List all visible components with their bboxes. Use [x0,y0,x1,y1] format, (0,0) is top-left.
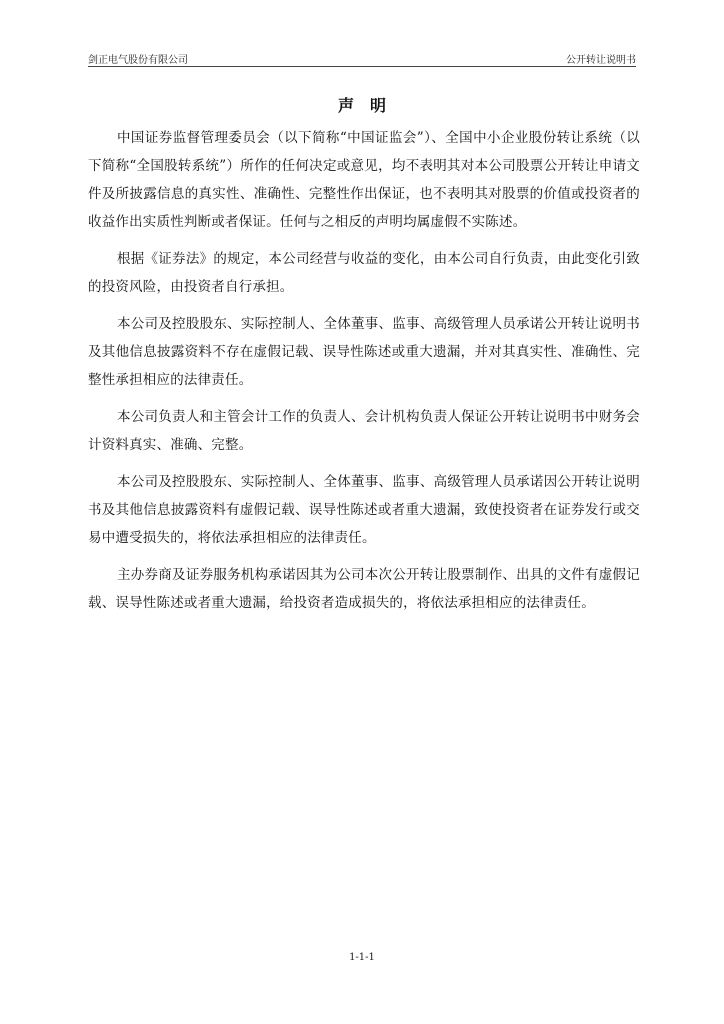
paragraph-regulator-disclaimer: 中国证券监督管理委员会（以下简称“中国证监会”）、全国中小企业股份转让系统（以下简称“全国股转系统”）所作的任何决定或意见，均不表明其对本公司股票公开转让申请文件及所披露信息的真实性、准确性、完整性作出保证，也不表明其对股票的价值或投资者的收益作出实质性判断或者保证。任何与之相反的声明均属虚假不实陈述。 [88,130,640,230]
page-header [88,50,636,67]
header-company-name: 剑正电气股份有限公司 [88,55,188,66]
paragraph-liability-commitment: 本公司及控股股东、实际控制人、全体董事、监事、高级管理人员承诺因公开转让说明书及其他信息披露资料有虚假记载、误导性陈述或者重大遗漏，致使投资者在证券发行或交易中遭受损失的，将依法承担相应的法律责任。 [88,474,640,546]
paragraph-financial-guarantee: 本公司负责人和主管会计工作的负责人、会计机构负责人保证公开转让说明书中财务会计资料真实、准确、完整。 [88,409,640,453]
paragraph-investment-risk: 根据《证券法》的规定，本公司经营与收益的变化，由本公司自行负责，由此变化引致的投资风险，由投资者自行承担。 [88,251,640,295]
page-number: 1-1-1 [349,952,375,963]
paragraph-broker-commitment: 主办券商及证券服务机构承诺因其为公司本次公开转让股票制作、出具的文件有虚假记载、误导性陈述或者重大遗漏，给投资者造成损失的，将依法承担相应的法律责任。 [88,567,640,611]
page-title: 声明 [337,96,402,115]
declaration-body [88,124,640,626]
header-document-type: 公开转让说明书 [566,55,636,66]
paragraph-disclosure-commitment: 本公司及控股股东、实际控制人、全体董事、监事、高级管理人员承诺公开转让说明书及其他信息披露资料不存在虚假记载、误导性陈述或重大遗漏，并对其真实性、准确性、完整性承担相应的法律责任。 [88,316,640,388]
